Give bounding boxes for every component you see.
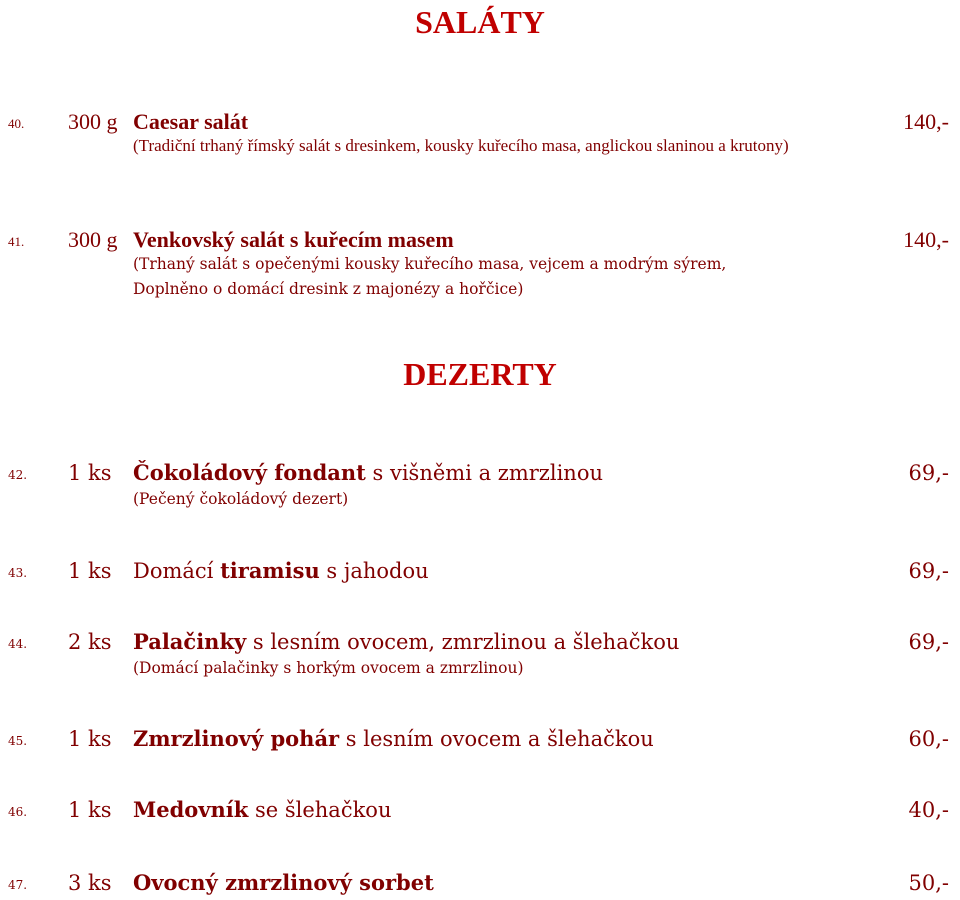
menu-item-44 — [0, 627, 960, 657]
item-number: 43. — [8, 566, 28, 580]
item-number: 41. — [8, 234, 25, 249]
item-name-bold: Čokoládový fondant — [133, 460, 366, 485]
item-quantity: 2 ks — [68, 630, 112, 654]
item-name-rest: s višněmi a zmrzlinou — [365, 461, 603, 485]
item-name — [133, 868, 434, 898]
item-name-bold: Zmrzlinový pohár — [133, 726, 340, 751]
item-name-rest: s jahodou — [319, 559, 429, 583]
item-description: Doplněno o domácí dresink z majonézy a hořčice) — [133, 280, 524, 298]
item-name-bold: Palačinky — [133, 629, 247, 654]
item-number: 45. — [8, 734, 28, 748]
item-price: 69,- — [908, 559, 949, 583]
item-number: 40. — [8, 116, 25, 131]
menu-item-43 — [0, 556, 960, 586]
item-quantity: 1 ks — [68, 461, 112, 485]
item-name-bold: tiramisu — [220, 558, 320, 583]
item-price: 69,- — [908, 630, 949, 654]
item-quantity: 1 ks — [68, 559, 112, 583]
item-name — [133, 107, 248, 137]
salads-heading: SALÁTY — [415, 4, 545, 40]
menu-item-45 — [0, 724, 960, 754]
item-name — [133, 225, 454, 255]
menu-item-46 — [0, 795, 960, 825]
item-description: (Tradiční trhaný římský salát s dresinkem, kousky kuřecího masa, anglickou slaninou a krutony) — [133, 136, 789, 155]
item-name-bold: Venkovský salát s kuřecím masem — [133, 227, 454, 252]
menu-item-41 — [0, 225, 960, 255]
item-price: 140,- — [903, 227, 949, 252]
item-quantity: 1 ks — [68, 727, 112, 751]
item-price: 40,- — [908, 798, 949, 822]
item-description: (Pečený čokoládový dezert) — [133, 490, 349, 508]
item-name — [133, 724, 654, 754]
item-name — [133, 556, 429, 586]
menu-item-40 — [0, 107, 960, 137]
item-name-prefix: Domácí — [133, 559, 221, 583]
menu-item-42 — [0, 458, 960, 488]
item-name-bold: Ovocný zmrzlinový sorbet — [133, 870, 434, 895]
item-number: 42. — [8, 468, 28, 482]
item-name — [133, 627, 679, 657]
item-name-bold: Caesar salát — [133, 109, 249, 134]
item-name-rest: se šlehačkou — [248, 798, 392, 822]
item-name-bold: Medovník — [133, 797, 249, 822]
item-description: (Trhaný salát s opečenými kousky kuřecího masa, vejcem a modrým sýrem, — [133, 255, 727, 273]
item-price: 140,- — [903, 109, 949, 134]
item-number: 44. — [8, 637, 28, 651]
desserts-heading: DEZERTY — [403, 356, 557, 392]
item-price: 60,- — [908, 727, 949, 751]
item-name-rest: s lesním ovocem a šlehačkou — [339, 727, 654, 751]
item-price: 50,- — [908, 871, 949, 895]
item-name — [133, 795, 391, 825]
item-quantity: 3 ks — [68, 871, 112, 895]
item-quantity: 1 ks — [68, 798, 112, 822]
item-name — [133, 458, 603, 488]
item-quantity: 300 g — [68, 227, 118, 252]
item-quantity: 300 g — [68, 109, 118, 134]
item-name-rest: s lesním ovocem, zmrzlinou a šlehačkou — [246, 630, 680, 654]
item-price: 69,- — [908, 461, 949, 485]
menu-item-47 — [0, 868, 960, 898]
item-number: 46. — [8, 805, 28, 819]
item-description: (Domácí palačinky s horkým ovocem a zmrzlinou) — [133, 659, 524, 677]
item-number: 47. — [8, 878, 28, 892]
